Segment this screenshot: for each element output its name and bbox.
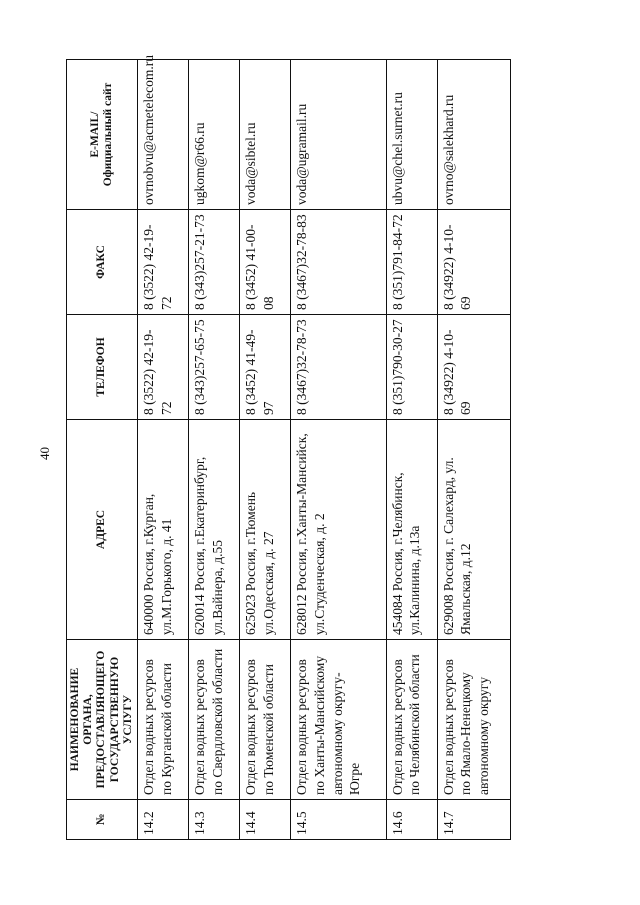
table-row — [240, 60, 291, 840]
cell-fax: 8 (3467)32-78-83 — [291, 210, 387, 315]
cell-email: voda@sibtel.ru — [240, 60, 291, 210]
cell-address: 640000 Россия, г.Курган, ул.М.Горького, д. 41 — [138, 420, 189, 640]
cell-address: 454084 Россия, г.Челябинск, ул.Калинина, д.13а — [386, 420, 437, 640]
table-header-row — [67, 60, 138, 840]
cell-num: 14.7 — [437, 800, 510, 840]
cell-address: 628012 Россия, г.Ханты-Мансийск, ул.Студенческая, д. 2 — [291, 420, 387, 640]
cell-address: 629008 Россия, г. Салехард, ул. Ямальская, д.12 — [437, 420, 510, 640]
rotated-table-wrapper — [66, 54, 511, 840]
cell-email: ovrno@salekhard.ru — [437, 60, 510, 210]
cell-phone: 8 (351)790-30-27 — [386, 315, 437, 420]
cell-num: 14.2 — [138, 800, 189, 840]
table-row — [437, 60, 510, 840]
header-email — [67, 60, 138, 210]
cell-fax: 8 (34922) 4-10-69 — [437, 210, 510, 315]
header-address: АДРЕС — [67, 420, 138, 640]
header-phone: ТЕЛЕФОН — [67, 315, 138, 420]
cell-num: 14.3 — [189, 800, 240, 840]
cell-phone: 8 (3467)32-78-73 — [291, 315, 387, 420]
cell-email: ubvu@chel.surnet.ru — [386, 60, 437, 210]
water-resources-table — [66, 54, 511, 840]
cell-fax: 8 (343)257-21-73 — [189, 210, 240, 315]
cell-num: 14.5 — [291, 800, 387, 840]
cell-num: 14.4 — [240, 800, 291, 840]
cell-address: 620014 Россия, г.Екатеринбург, ул.Вайнера, д.55 — [189, 420, 240, 640]
table-row — [138, 60, 189, 840]
cell-phone: 8 (343)257-65-75 — [189, 315, 240, 420]
page-number: 40 — [37, 447, 52, 460]
table-row — [291, 60, 387, 840]
header-email-sub: Официальный сайт — [102, 82, 115, 187]
cell-email: ovrnobvu@acmetelecom.ru — [138, 60, 189, 210]
cell-org: Отдел водных ресурсов по Ямало-Ненецкому автономному округу — [437, 640, 510, 800]
table-row — [386, 60, 437, 840]
cell-org: Отдел водных ресурсов по Челябинской области — [386, 640, 437, 800]
cell-fax: 8 (351)791-84-72 — [386, 210, 437, 315]
cell-phone: 8 (34922) 4-10-69 — [437, 315, 510, 420]
header-num: № — [67, 800, 138, 840]
cell-org: Отдел водных ресурсов по Курганской области — [138, 640, 189, 800]
header-fax: ФАКС — [67, 210, 138, 315]
cell-phone: 8 (3452) 41-49-97 — [240, 315, 291, 420]
cell-address: 625023 Россия, г.Тюмень ул.Одесская, д. 27 — [240, 420, 291, 640]
table-row — [189, 60, 240, 840]
cell-fax: 8 (3452) 41-00-08 — [240, 210, 291, 315]
header-org: НАИМЕНОВАНИЕ ОРГАНА, ПРЕДОСТАВЛЯЮЩЕГО ГОСУДАРСТВЕННУЮ УСЛУГУ — [67, 640, 138, 800]
cell-email: voda@ugramail.ru — [291, 60, 387, 210]
cell-org: Отдел водных ресурсов по Тюменской области — [240, 640, 291, 800]
cell-num: 14.6 — [386, 800, 437, 840]
cell-email: ugkom@r66.ru — [189, 60, 240, 210]
cell-fax: 8 (3522) 42-19-72 — [138, 210, 189, 315]
cell-phone: 8 (3522) 42-19-72 — [138, 315, 189, 420]
header-email-label: E-MAIL/ — [88, 111, 101, 158]
cell-org: Отдел водных ресурсов по Свердловской области — [189, 640, 240, 800]
cell-org: Отдел водных ресурсов по Ханты-Мансийскому автономному округу-Югре — [291, 640, 387, 800]
